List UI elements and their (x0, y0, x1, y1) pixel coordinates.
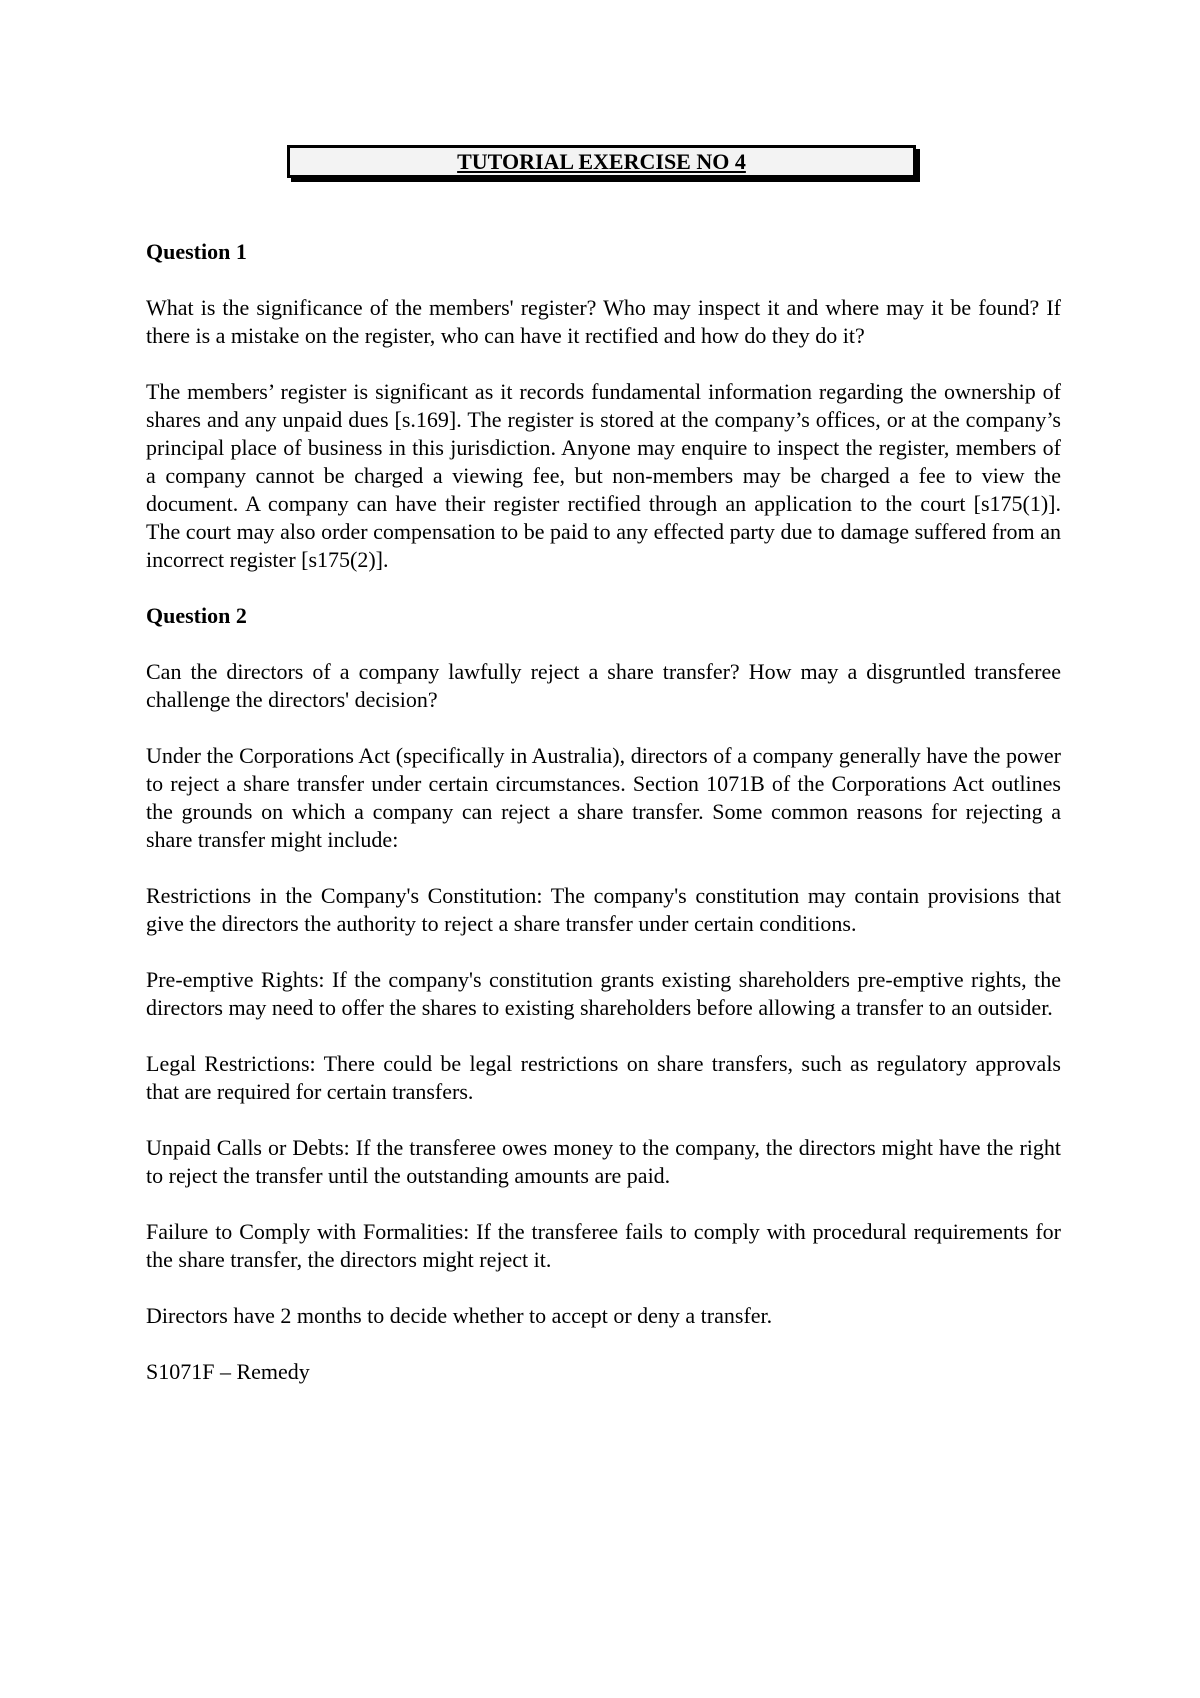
reason-paragraph: Legal Restrictions: There could be legal restrictions on share transfers, such as regulatory approvals that are required for certain transfers. (146, 1051, 1061, 1104)
question-2-text: Can the directors of a company lawfully reject a share transfer? How may a disgruntled transferee challenge the directors' decision? (146, 659, 1061, 712)
reason-paragraph: Unpaid Calls or Debts: If the transferee owes money to the company, the directors might have the right to reject the transfer until the outstanding amounts are paid. (146, 1135, 1061, 1188)
reason-paragraph: Pre-emptive Rights: If the company's constitution grants existing shareholders pre-emptive rights, the directors may need to offer the shares to existing shareholders before allowing a transfer to an outsider. (146, 967, 1061, 1020)
question-1-text: What is the significance of the members' register? Who may inspect it and where may it be found? If there is a mistake on the register, who can have it rectified and how do they do it? (146, 295, 1061, 348)
document-title: TUTORIAL EXERCISE NO 4 (457, 149, 746, 174)
question-1-answer: The members’ register is significant as it records fundamental information regarding the ownership of shares and any unpaid dues [s.169]. The register is stored at the company’s offices, or at the company’s principal place of business in this jurisdiction. Anyone may enquire to inspect the register, members of a company cannot be charged a viewing fee, but non-members may be charged a fee to view the document. A company can have their register rectified through an application to the court [s175(1)]. The court may also order compensation to be paid to any effected party due to damage suffered from an incorrect register [s175(2)]. (146, 379, 1061, 572)
timing-note: Directors have 2 months to decide whether to accept or deny a transfer. (146, 1303, 773, 1328)
reason-paragraph: Failure to Comply with Formalities: If the transferee fails to comply with procedural requirements for the share transfer, the directors might reject it. (146, 1219, 1061, 1272)
title-box (287, 145, 916, 178)
document-body (146, 238, 1061, 1386)
question-2-intro: Under the Corporations Act (specifically in Australia), directors of a company generally have the power to reject a share transfer under certain circumstances. Section 1071B of the Corporations Act outlines the grounds on which a company can reject a share transfer. Some common reasons for rejecting a share transfer might include: (146, 743, 1061, 852)
remedy-note: S1071F – Remedy (146, 1359, 310, 1384)
reason-paragraph: Restrictions in the Company's Constitution: The company's constitution may contain provisions that give the directors the authority to reject a share transfer under certain conditions. (146, 883, 1061, 936)
question-2-heading: Question 2 (146, 603, 247, 628)
question-1-heading: Question 1 (146, 239, 247, 264)
